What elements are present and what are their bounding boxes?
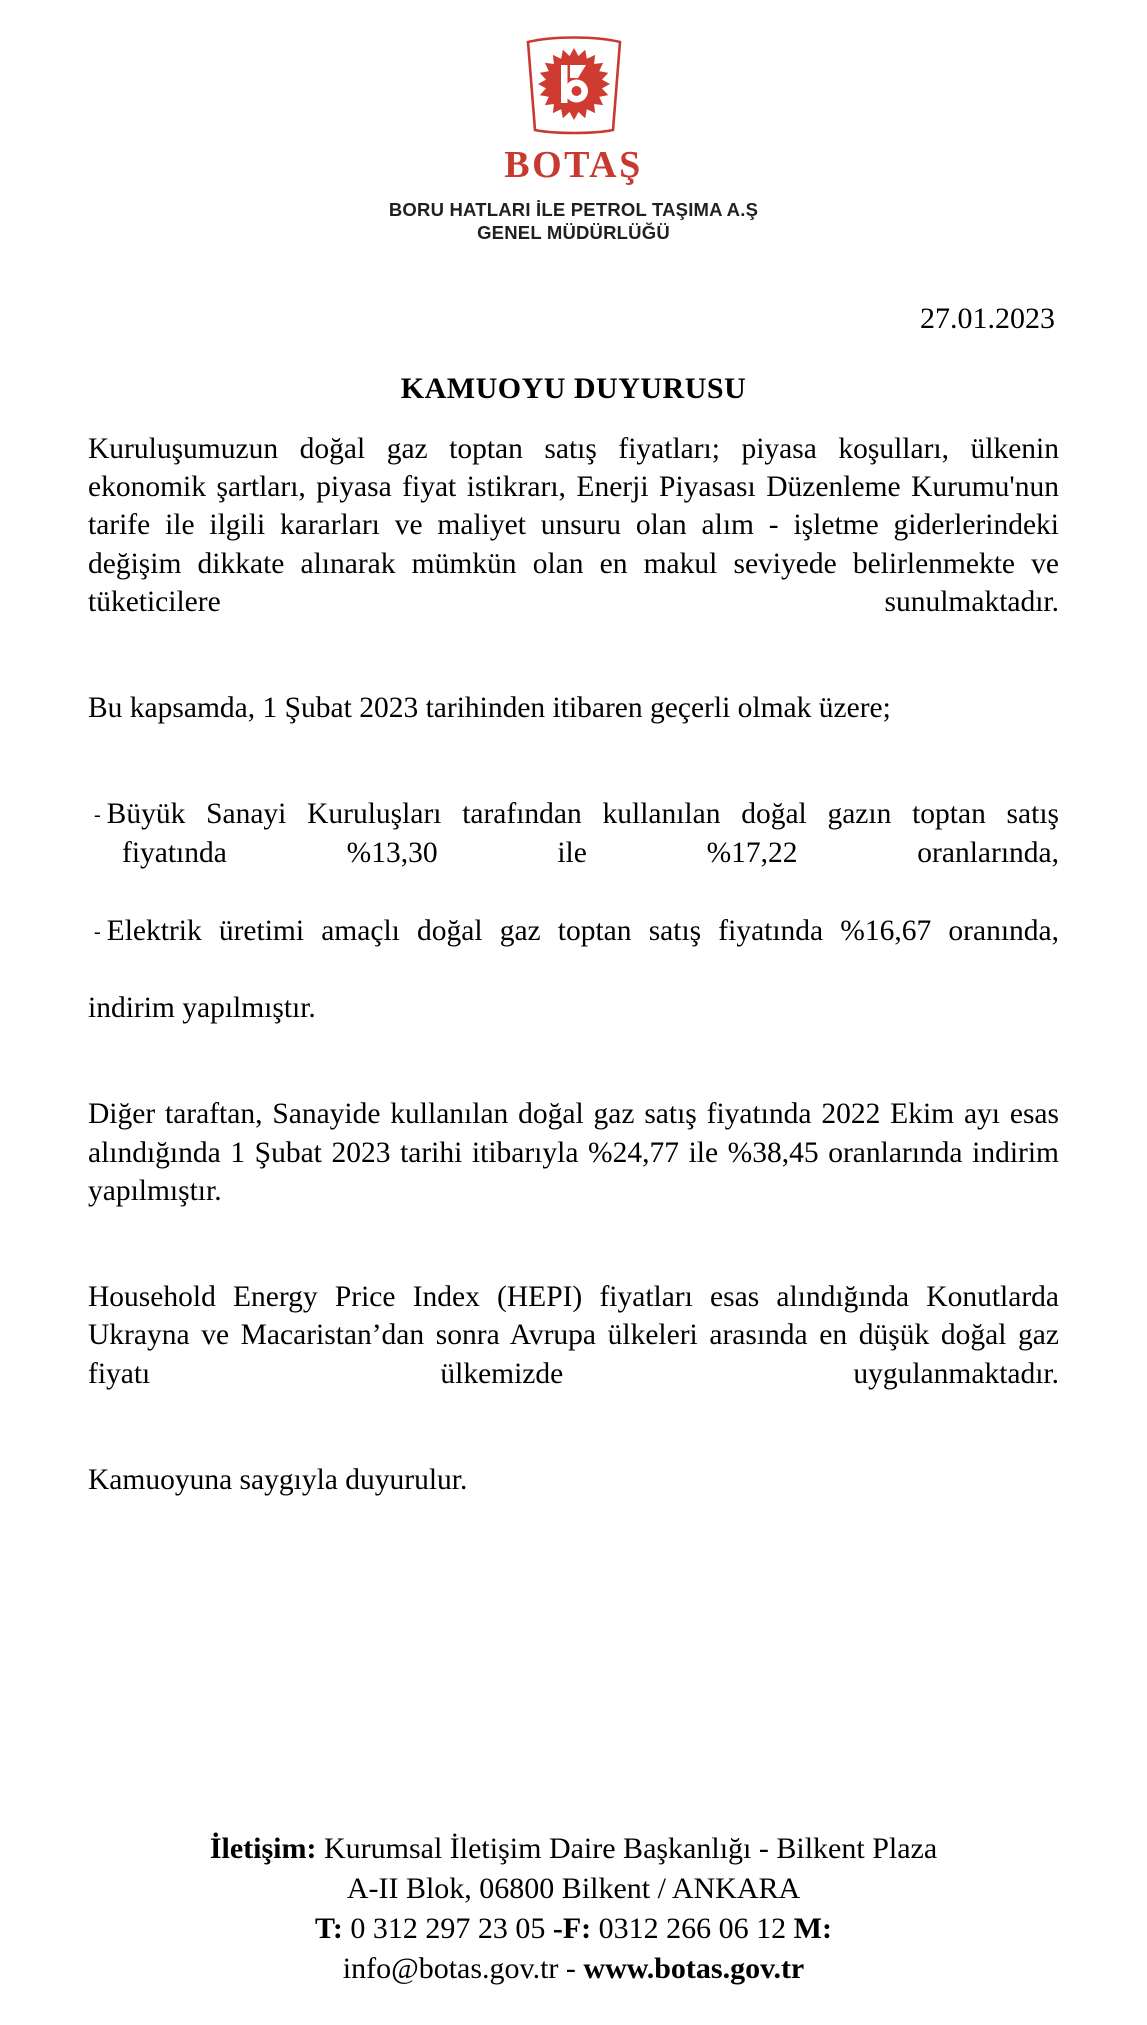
letterhead [0, 0, 1147, 244]
contact-footer [70, 1829, 1077, 1989]
contact-line-1 [70, 1829, 1077, 1869]
fax-label: F: [562, 1912, 592, 1946]
phone-number: 0 312 297 23 05 [342, 1912, 553, 1946]
paragraph-3: indirim yapılmıştır. [88, 991, 316, 1024]
list-item-text: Elektrik üretimi amaçlı doğal gaz toptan satış fiyatında %16,67 oranında, [106, 915, 1059, 948]
list-item [88, 795, 1059, 910]
phone-label: T: [315, 1912, 343, 1946]
paragraph-2: Bu kapsamda, 1 Şubat 2023 tarihinden itibaren geçerli olmak üzere; [88, 692, 891, 725]
contact-line-2: A-II Blok, 06800 Bilkent / ANKARA [346, 1872, 801, 1906]
contact-label: İletişim: [209, 1832, 317, 1866]
bullet-marker: - [94, 804, 101, 827]
organization-subtitle-line-2: GENEL MÜDÜRLÜĞÜ [477, 221, 670, 243]
separator-dash: - [552, 1912, 563, 1946]
fax-number: 0312 266 06 12 [591, 1912, 794, 1946]
paragraph-1: Kuruluşumuzun doğal gaz toptan satış fiyatları; piyasa koşulları, ülkenin ekonomik şartları, piyasa fiyat istikrarı, Enerji Piyasası Düzenleme Kurumu'nun tarife ile ilgili kararları ve maliyet unsuru olan alım - işletme giderlerindeki değişim dikkate alınarak mümkün olan en makul seviyede belirlenmekte ve tüketicilere sunulmaktadır. [88, 432, 1059, 618]
page-title: KAMUOYU DUYURUSU [400, 371, 747, 405]
contact-department: Kurumsal İletişim Daire Başkanlığı - Bilkent Plaza [316, 1832, 938, 1866]
document-body [88, 300, 1059, 1567]
mail-label: M: [793, 1912, 832, 1946]
contact-line-3 [70, 1909, 1077, 1949]
list-item-text: Büyük Sanayi Kuruluşları tarafından kullanılan doğal gazın toptan satış fiyatında %13,30 ile %17,22 oranlarında, [106, 798, 1059, 869]
document-date: 27.01.2023 [920, 302, 1055, 335]
email-address[interactable]: info@botas.gov.tr [342, 1952, 559, 1986]
list-item [88, 912, 1059, 989]
discount-bullet-list [88, 795, 1059, 989]
organization-subtitle [389, 199, 758, 244]
paragraph-6: Kamuoyuna saygıyla duyurulur. [88, 1463, 468, 1496]
separator-dash: - [558, 1952, 584, 1986]
botas-logo-icon [518, 34, 630, 142]
website-url[interactable]: www.botas.gov.tr [583, 1952, 805, 1986]
botas-wordmark: BOTAŞ [504, 144, 643, 186]
paragraph-4: Diğer taraftan, Sanayide kullanılan doğal gaz satış fiyatında 2022 Ekim ayı esas alındığında 1 Şubat 2023 tarihi itibarıyla %24,77 ile %38,45 oranlarında indirim yapılmıştır. [88, 1098, 1059, 1207]
paragraph-5: Household Energy Price Index (HEPI) fiyatları esas alındığında Konutlarda Ukrayna ve Macaristan’dan sonra Avrupa ülkeleri arasında en düşük doğal gaz fiyatı ülkemizde uygulanmaktadır. [88, 1281, 1059, 1390]
bullet-marker: - [94, 921, 101, 944]
contact-line-4 [70, 1949, 1077, 1989]
organization-subtitle-line-1: BORU HATLARI İLE PETROL TAŞIMA A.Ş [388, 199, 759, 220]
